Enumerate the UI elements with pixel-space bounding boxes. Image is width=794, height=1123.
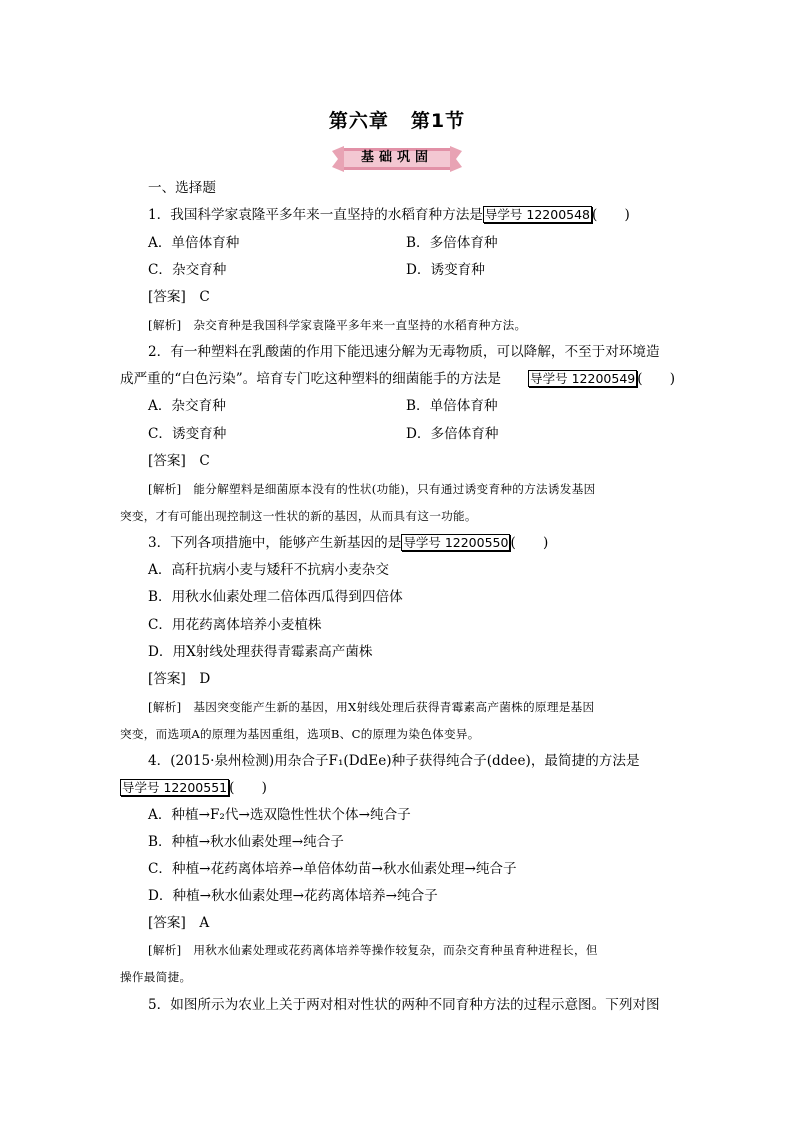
answer-value: C [199, 453, 210, 469]
answer-value: C [199, 289, 210, 305]
answer-blank: ( ) [637, 371, 676, 387]
question-4-guide-line [120, 778, 267, 798]
guide-number-box[interactable]: 导学号 12200551 [122, 780, 228, 795]
answer-line [148, 913, 209, 933]
option-a: A．高秆抗病小麦与矮秆不抗病小麦杂交 [148, 562, 389, 578]
option-a: A．种植→F₂代→选双隐性性状个体→纯合子 [148, 807, 411, 823]
analysis-label: [解析] [148, 318, 182, 332]
guide-number-box[interactable]: 导学号 12200548 [484, 207, 591, 222]
answer-label: [答案] [148, 671, 186, 687]
option-c: C．诱变育种 [148, 426, 227, 442]
answer-blank: ( ) [510, 535, 549, 551]
option-d: D．用X射线处理获得青霉素高产菌株 [148, 644, 373, 660]
answer-blank: ( ) [592, 207, 630, 223]
analysis-label: [解析] [148, 700, 182, 714]
question-1-stem [148, 205, 630, 225]
analysis-label: [解析] [148, 482, 182, 496]
option-c: C．种植→花药离体培养→单倍体幼苗→秋水仙素处理→纯合子 [148, 861, 517, 877]
option-b: B．单倍体育种 [406, 398, 498, 414]
option-d: D．种植→秋水仙素处理→花药离体培养→纯合子 [148, 888, 438, 904]
analysis-text-cont: 操作最简捷。 [120, 970, 192, 984]
analysis-label: [解析] [148, 943, 182, 957]
guide-number-box[interactable]: 导学号 12200550 [403, 535, 509, 550]
answer-label: [答案] [148, 453, 186, 469]
option-d: D．多倍体育种 [406, 426, 499, 442]
answer-blank: ( ) [229, 780, 267, 796]
question-4-stem: 4．(2015·泉州检测)用杂合子F₁(DdEe)种子获得纯合子(ddee)，最简捷的方法是 [148, 753, 640, 769]
analysis-text-cont: 突变，而选项A的原理为基因重组，选项B、C的原理为染色体变异。 [120, 727, 480, 741]
answer-line [148, 451, 210, 471]
analysis-line [148, 697, 594, 717]
analysis-text: 基因突变能产生新的基因，用X射线处理后获得青霉素高产菌株的原理是基因 [193, 700, 595, 714]
question-stem-text: 成严重的“白色污染”。培育专门吃这种塑料的细菌能手的方法是 [120, 371, 501, 387]
analysis-line [148, 315, 526, 335]
answer-value: D [199, 671, 211, 687]
option-c: C．用花药离体培养小麦植株 [148, 617, 322, 633]
analysis-line [148, 479, 596, 499]
option-d: D．诱变育种 [406, 262, 485, 278]
option-c: C．杂交育种 [148, 262, 227, 278]
question-stem-text: 3．下列各项措施中，能够产生新基因的是 [148, 535, 402, 551]
guide-number-box[interactable]: 导学号 12200549 [530, 371, 636, 386]
analysis-line [148, 940, 598, 960]
answer-label: [答案] [148, 915, 186, 931]
analysis-text: 杂交育种是我国科学家袁隆平多年来一直坚持的水稻育种方法。 [193, 318, 527, 332]
question-2-stem-line-1: 2．有一种塑料在乳酸菌的作用下能迅速分解为无毒物质，可以降解，不至于对环境造 [148, 344, 660, 360]
page-title [0, 106, 794, 133]
answer-value: A [199, 915, 210, 931]
question-2-stem-line-2 [120, 369, 675, 389]
question-3-stem [148, 533, 548, 553]
option-a: A．单倍体育种 [148, 235, 240, 251]
answer-line [148, 287, 210, 307]
option-a: A．杂交育种 [148, 398, 226, 414]
question-5-stem: 5．如图所示为农业上关于两对相对性状的两种不同育种方法的过程示意图。下列对图 [148, 997, 660, 1013]
answer-line [148, 669, 210, 689]
analysis-text-cont: 突变，才有可能出现控制这一性状的新的基因，从而具有这一功能。 [120, 509, 477, 523]
option-b: B．多倍体育种 [406, 235, 498, 251]
answer-label: [答案] [148, 289, 186, 305]
section-title: 第1节 [410, 110, 466, 132]
section-heading: 一、选择题 [148, 180, 216, 196]
chapter-title: 第六章 [328, 110, 389, 132]
analysis-text: 能分解塑料是细菌原本没有的性状(功能)，只有通过诱变育种的方法诱发基因 [193, 482, 596, 496]
question-stem-text: 1．我国科学家袁隆平多年来一直坚持的水稻育种方法是 [148, 207, 483, 223]
banner-label: 基础巩固 [360, 150, 433, 165]
option-b: B．用秋水仙素处理二倍体西瓜得到四倍体 [148, 589, 403, 605]
analysis-text: 用秋水仙素处理或花药离体培养等操作较复杂，而杂交育种虽育种进程长，但 [193, 943, 598, 957]
option-b: B．种植→秋水仙素处理→纯合子 [148, 834, 344, 850]
